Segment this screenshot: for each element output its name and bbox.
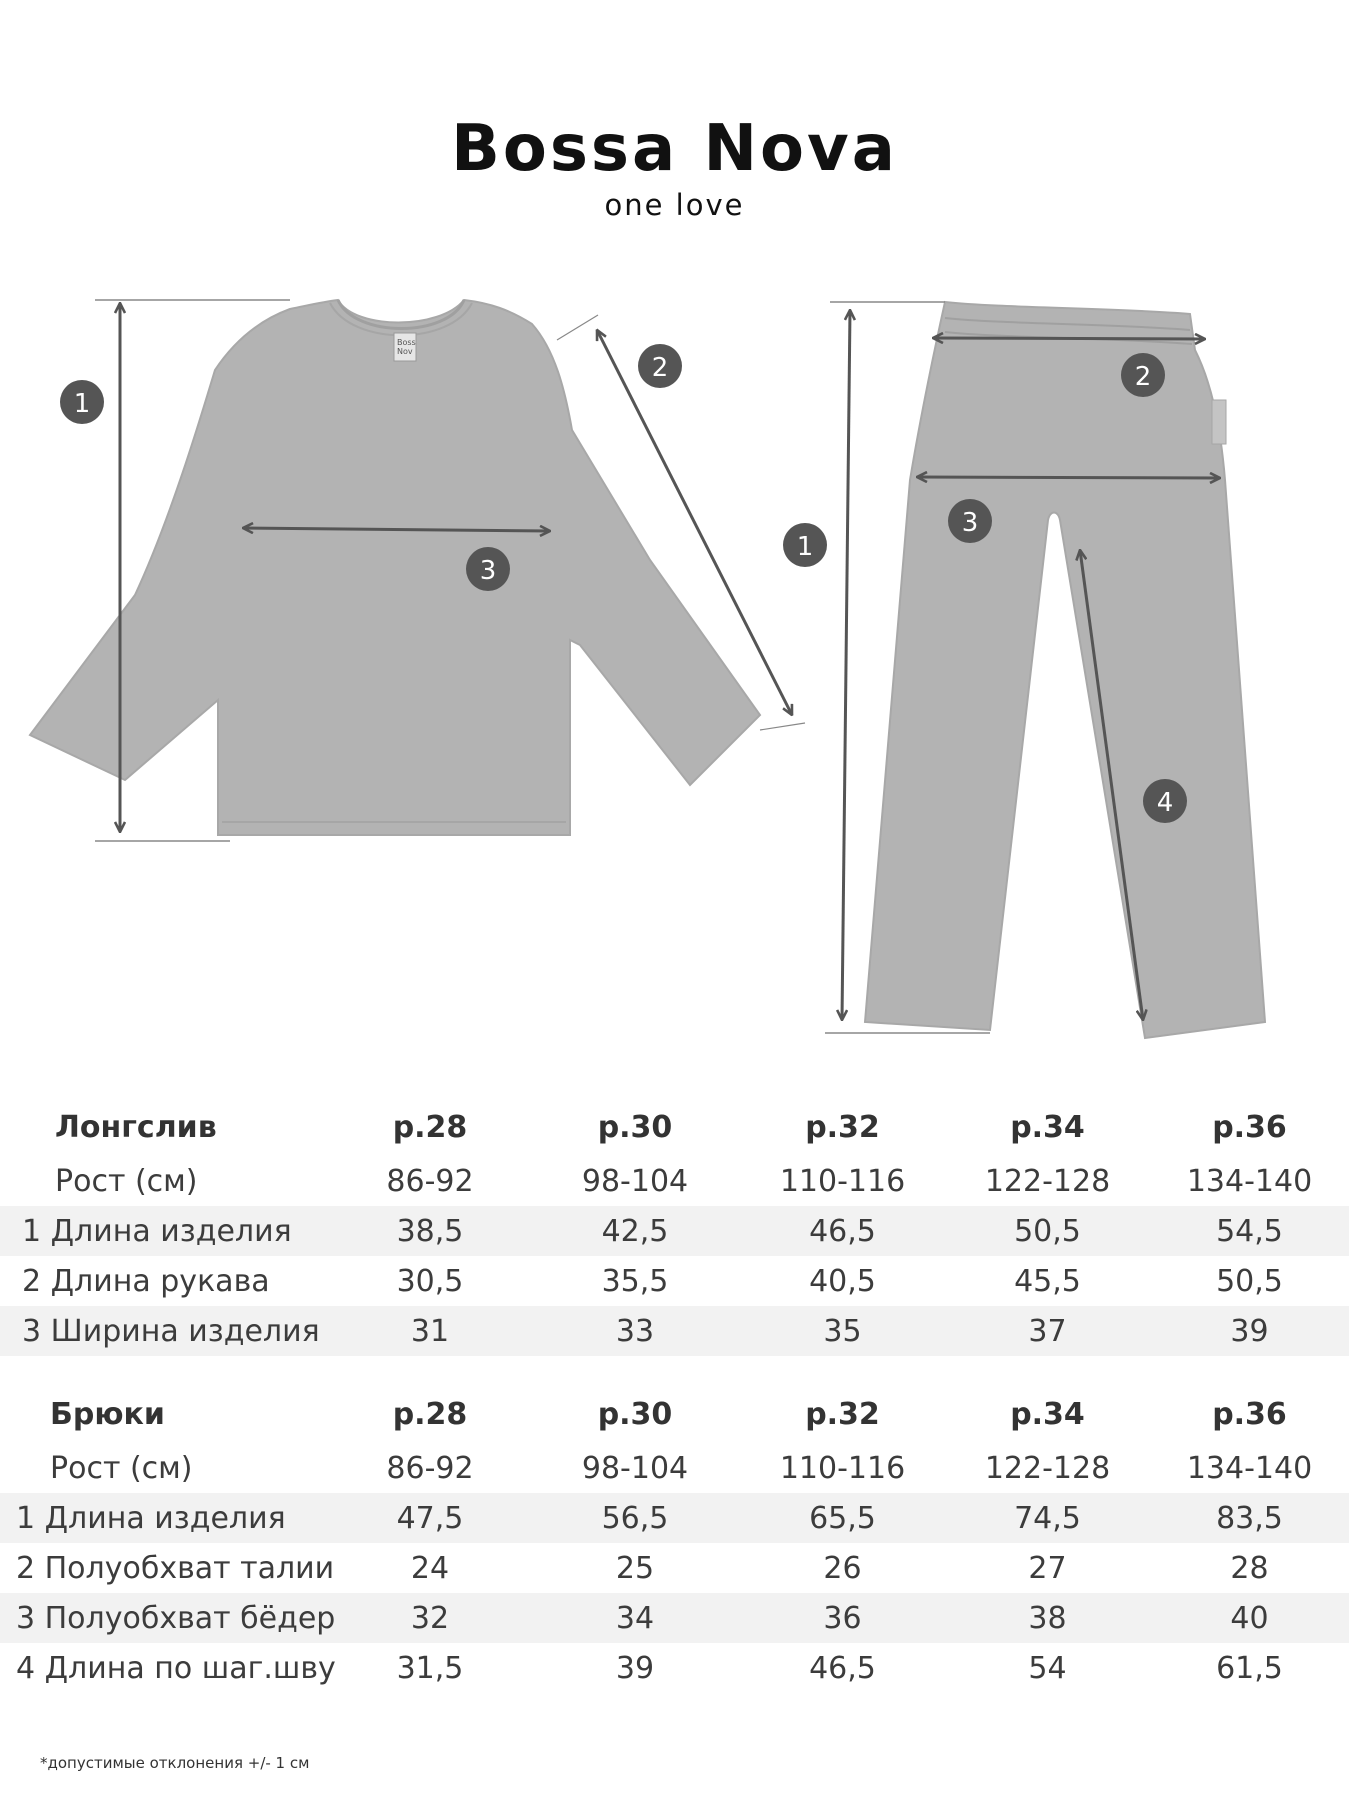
- table-cell: 45,5: [1014, 1263, 1081, 1299]
- table-cell: 34: [530, 1593, 740, 1643]
- table-cell: 31,5: [396, 1650, 464, 1686]
- measurement-label: 3 Ширина изделия: [0, 1306, 330, 1356]
- svg-text:1: 1: [73, 389, 91, 419]
- footnote: *допустимые отклонения +/- 1 см: [40, 1754, 310, 1772]
- height-cell: 122-128: [984, 1450, 1111, 1486]
- pants-length-arrow: [842, 310, 850, 1020]
- shirt-tag-text-1: Boss: [397, 338, 416, 347]
- table-cell: 26: [823, 1550, 862, 1586]
- table-row: [0, 1256, 1349, 1306]
- size-header: р.30: [597, 1109, 673, 1145]
- table-cell: 50,5: [1216, 1263, 1283, 1299]
- size-header: р.36: [1212, 1109, 1287, 1145]
- table-cell: 40,5: [809, 1263, 876, 1299]
- height-cell: 98-104: [581, 1450, 689, 1486]
- table-cell: 33: [530, 1306, 740, 1356]
- table-cell: 37: [945, 1306, 1150, 1356]
- measurement-label: 1 Длина изделия: [0, 1206, 330, 1256]
- pants-badge-2: [1121, 353, 1165, 397]
- size-header: р.30: [597, 1396, 673, 1432]
- height-label: Рост (см): [50, 1450, 193, 1486]
- table-cell: 25: [615, 1550, 655, 1586]
- table-row: [0, 1206, 1349, 1256]
- height-cell: 86-92: [386, 1163, 474, 1199]
- size-header: р.28: [392, 1109, 468, 1145]
- pants-table-title: Брюки: [50, 1396, 165, 1432]
- table-row: [0, 1543, 1349, 1593]
- table-row: [0, 1593, 1349, 1643]
- table-cell: 47,5: [330, 1493, 530, 1543]
- pants-badge-4: [1143, 779, 1187, 823]
- svg-text:4: 4: [1156, 788, 1174, 818]
- size-header: р.36: [1212, 1396, 1287, 1432]
- table-cell: 40: [1150, 1593, 1349, 1643]
- table-cell: 46,5: [809, 1650, 876, 1686]
- table-cell: 65,5: [740, 1493, 945, 1543]
- table-cell: 30,5: [396, 1263, 464, 1299]
- table-cell: 39: [1150, 1306, 1349, 1356]
- measurement-label: 2 Длина рукава: [22, 1263, 270, 1299]
- measurement-label: 4 Длина по шаг.шву: [16, 1650, 336, 1686]
- pants-drawing: [865, 302, 1265, 1038]
- table-cell: 24: [410, 1550, 450, 1586]
- table-cell: 61,5: [1216, 1650, 1283, 1686]
- table-cell: 50,5: [945, 1206, 1150, 1256]
- table-cell: 38,5: [330, 1206, 530, 1256]
- table-cell: 36: [740, 1593, 945, 1643]
- table-cell: 54: [1028, 1650, 1067, 1686]
- brand-tagline: one love: [604, 188, 745, 222]
- longsleeve-size-table: [0, 1098, 1349, 1356]
- table-cell: 83,5: [1150, 1493, 1349, 1543]
- svg-text:1: 1: [796, 532, 814, 562]
- table-cell: 35,5: [601, 1263, 669, 1299]
- longsleeve-table-title: Лонгслив: [55, 1109, 217, 1145]
- table-cell: 39: [615, 1650, 655, 1686]
- height-cell: 134-140: [1186, 1163, 1313, 1199]
- size-header: р.28: [392, 1396, 468, 1432]
- svg-text:3: 3: [961, 508, 979, 538]
- size-header: р.34: [1010, 1396, 1085, 1432]
- table-cell: 74,5: [945, 1493, 1150, 1543]
- svg-text:2: 2: [1134, 362, 1152, 392]
- table-row: [0, 1443, 1349, 1493]
- pants-badge-1: [783, 523, 827, 567]
- size-header: р.34: [1010, 1109, 1085, 1145]
- table-header-row: [0, 1098, 1349, 1156]
- height-cell: 134-140: [1186, 1450, 1313, 1486]
- table-cell: 32: [330, 1593, 530, 1643]
- pants-badge-3: [948, 499, 992, 543]
- hip-arrow: [917, 477, 1220, 478]
- pants-size-table: [0, 1385, 1349, 1693]
- height-cell: 122-128: [984, 1163, 1111, 1199]
- size-header: р.32: [805, 1396, 880, 1432]
- height-cell: 110-116: [779, 1163, 906, 1199]
- svg-text:3: 3: [479, 556, 497, 586]
- height-cell: 98-104: [581, 1163, 689, 1199]
- table-row: [0, 1493, 1349, 1543]
- shirt-badge-1: [60, 380, 104, 424]
- table-row: [0, 1156, 1349, 1206]
- height-cell: 86-92: [386, 1450, 474, 1486]
- table-cell: 42,5: [530, 1206, 740, 1256]
- height-cell: 110-116: [779, 1450, 906, 1486]
- size-header: р.32: [805, 1109, 880, 1145]
- table-row: [0, 1643, 1349, 1693]
- table-cell: 27: [1028, 1550, 1067, 1586]
- table-cell: 35: [740, 1306, 945, 1356]
- table-cell: 31: [330, 1306, 530, 1356]
- table-cell: 54,5: [1150, 1206, 1349, 1256]
- height-label: Рост (см): [55, 1163, 198, 1199]
- svg-text:2: 2: [651, 353, 669, 383]
- table-cell: 28: [1230, 1550, 1269, 1586]
- table-cell: 46,5: [740, 1206, 945, 1256]
- table-row: [0, 1306, 1349, 1356]
- shirt-tag-text-2: Nov: [397, 347, 413, 356]
- measurement-label: 2 Полуобхват талии: [16, 1550, 335, 1586]
- measurement-label: 3 Полуобхват бёдер: [0, 1593, 330, 1643]
- shirt-badge-3: [466, 547, 510, 591]
- table-cell: 38: [945, 1593, 1150, 1643]
- waist-arrow: [933, 338, 1205, 339]
- shirt-badge-2: [638, 344, 682, 388]
- table-cell: 56,5: [530, 1493, 740, 1543]
- table-header-row: [0, 1385, 1349, 1443]
- garment-illustration: [0, 280, 1349, 1060]
- measurement-label: 1 Длина изделия: [0, 1493, 330, 1543]
- brand-title: Bossa Nova: [451, 112, 898, 186]
